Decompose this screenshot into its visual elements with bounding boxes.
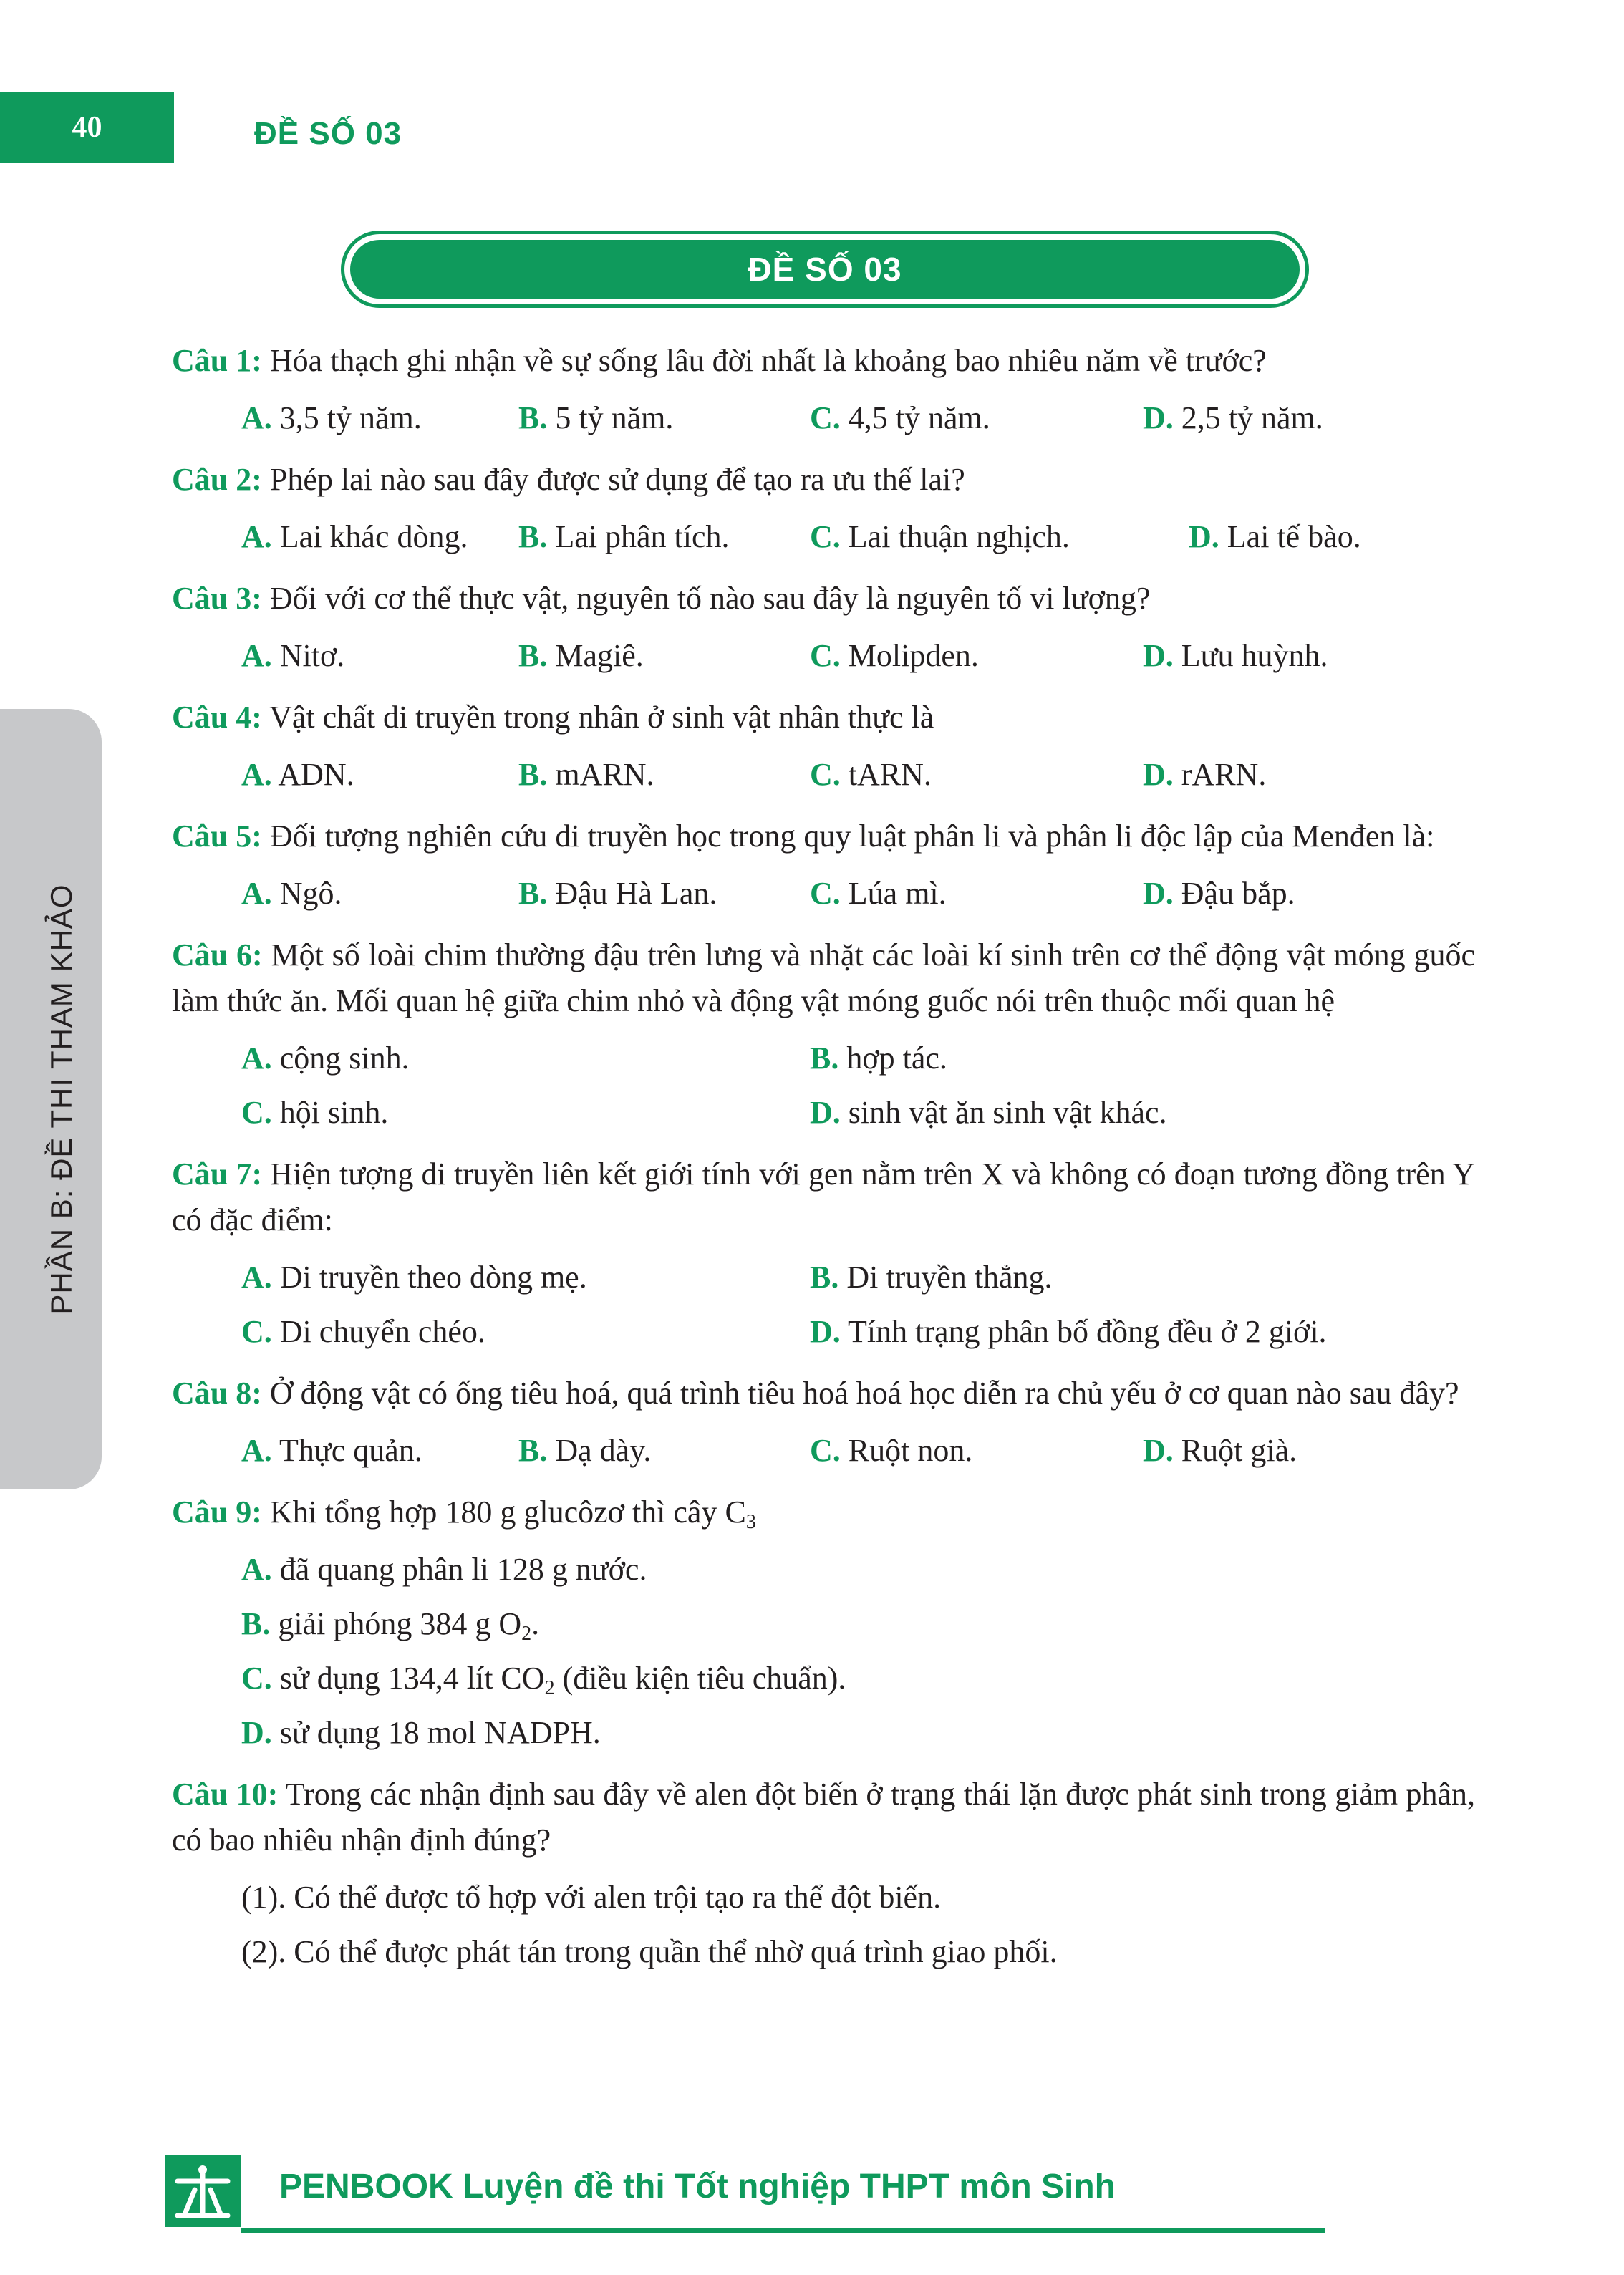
question-list [172, 338, 1475, 1989]
running-header: ĐỀ SỐ 03 [254, 116, 402, 151]
title-banner [341, 231, 1309, 308]
question-stem: Khi tổng hợp 180 g glucôzơ thì cây C [269, 1494, 746, 1530]
question-number: Câu 2: [172, 462, 262, 497]
page-number: 40 [0, 92, 174, 163]
question-3 [172, 576, 1475, 683]
question-stem: Ở động vật có ống tiêu hoá, quá trình tiêu hoá hoá học diễn ra chủ yếu ở cơ quan nào sau đây? [269, 1376, 1459, 1411]
question-8 [172, 1371, 1475, 1478]
option-d: D. Lai tế bào. [1189, 519, 1361, 554]
question-stem: Trong các nhận định sau đây về alen đột biến ở trạng thái lặn được phát sinh trong giảm phân, có bao nhiêu nhận định đúng? [172, 1777, 1475, 1858]
option-c: C. Lúa mì. [810, 876, 947, 911]
statement-2: (2). Có thể được phát tán trong quần thể nhờ quá trình giao phối. [241, 1934, 1058, 1969]
subscript: 3 [745, 1511, 756, 1533]
question-number: Câu 1: [172, 343, 262, 378]
option-a: A. đã quang phân li 128 g nước. [241, 1552, 647, 1587]
option-a: A. Di truyền theo dòng mẹ. [241, 1260, 587, 1295]
side-tab-label: PHẦN B: ĐỀ THI THAM KHẢO [44, 884, 78, 1315]
penbook-logo-icon [165, 2155, 241, 2227]
option-c: C. sử dụng 134,4 lít $CO_2$ (điều kiện tiêu chuẩn). [241, 1661, 846, 1699]
question-10 [172, 1772, 1475, 1979]
option-b: B. Đậu Hà Lan. [518, 876, 717, 911]
question-6 [172, 932, 1475, 1140]
option-c: C. Ruột non. [810, 1433, 973, 1468]
option-d: D. Đậu bắp. [1143, 876, 1295, 911]
option-d: D. Ruột già. [1143, 1433, 1297, 1468]
question-stem: Đối tượng nghiên cứu di truyền học trong quy luật phân li và phân li độc lập của Menđen là: [269, 818, 1435, 854]
footer-rule [241, 2228, 1325, 2233]
option-c: C. tARN. [810, 757, 932, 792]
question-stem: Vật chất di truyền trong nhân ở sinh vật nhân thực là [269, 700, 934, 735]
option-a: A. Ngô. [241, 876, 342, 911]
question-stem: Phép lai nào sau đây được sử dụng để tạo ra ưu thế lai? [269, 462, 965, 497]
option-b: B. giải phóng 384 g $O_2$. [241, 1606, 540, 1645]
option-b: B. hợp tác. [810, 1040, 947, 1076]
footer [165, 2155, 1167, 2234]
question-9 [172, 1489, 1475, 1760]
option-d: D. 2,5 tỷ năm. [1143, 400, 1323, 435]
question-number: Câu 10: [172, 1777, 279, 1812]
title-text: ĐỀ SỐ 03 [350, 240, 1300, 299]
option-b: B. Dạ dày. [518, 1433, 652, 1468]
option-a: A. cộng sinh. [241, 1040, 410, 1076]
question-number: Câu 9: [172, 1494, 262, 1530]
question-stem: Hiện tượng di truyền liên kết giới tính với gen nằm trên X và không có đoạn tương đồng trên Y có đặc điểm: [172, 1156, 1475, 1237]
option-a: A. 3,5 tỷ năm. [241, 400, 422, 435]
question-4 [172, 695, 1475, 802]
question-number: Câu 4: [172, 700, 262, 735]
statement-1: (1). Có thể được tổ hợp với alen trội tạo ra thể đột biến. [241, 1880, 942, 1915]
footer-text: PENBOOK Luyện đề thi Tốt nghiệp THPT môn Sinh [279, 2168, 1116, 2206]
option-a: A. ADN. [241, 757, 354, 792]
option-d: D. sinh vật ăn sinh vật khác. [810, 1095, 1167, 1130]
option-c: C. 4,5 tỷ năm. [810, 400, 990, 435]
question-stem: Hóa thạch ghi nhận về sự sống lâu đời nhất là khoảng bao nhiêu năm về trước? [269, 343, 1267, 378]
option-c: C. Molipden. [810, 638, 979, 673]
question-number: Câu 7: [172, 1156, 263, 1192]
option-c: C. Di chuyển chéo. [241, 1314, 485, 1349]
option-b: B. mARN. [518, 757, 654, 792]
question-5 [172, 813, 1475, 921]
option-d: D. sử dụng 18 mol NADPH. [241, 1715, 601, 1750]
question-number: Câu 6: [172, 937, 263, 972]
question-1 [172, 338, 1475, 445]
question-number: Câu 5: [172, 818, 262, 854]
option-d: D. Tính trạng phân bố đồng đều ở 2 giới. [810, 1314, 1327, 1349]
option-a: A. Thực quản. [241, 1433, 422, 1468]
question-2 [172, 457, 1475, 564]
option-d: D. rARN. [1143, 757, 1267, 792]
question-stem: Một số loài chim thường đậu trên lưng và nhặt các loài kí sinh trên cơ thể động vật móng guốc làm thức ăn. Mối quan hệ giữa chim nhỏ và động vật móng guốc nói trên thuộc mối quan hệ [172, 937, 1476, 1018]
option-a: A. Nitơ. [241, 638, 345, 673]
question-7 [172, 1151, 1475, 1359]
option-b: B. 5 tỷ năm. [518, 400, 674, 435]
option-b: B. Di truyền thẳng. [810, 1260, 1053, 1295]
option-d: D. Lưu huỳnh. [1143, 638, 1328, 673]
option-c: C. Lai thuận nghịch. [810, 519, 1070, 554]
option-c: C. hội sinh. [241, 1095, 389, 1130]
question-stem: Đối với cơ thể thực vật, nguyên tố nào sau đây là nguyên tố vi lượng? [269, 581, 1151, 616]
option-a: A. Lai khác dòng. [241, 519, 468, 554]
option-b: B. Magiê. [518, 638, 644, 673]
question-number: Câu 8: [172, 1376, 262, 1411]
option-b: B. Lai phân tích. [518, 519, 730, 554]
question-number: Câu 3: [172, 581, 262, 616]
